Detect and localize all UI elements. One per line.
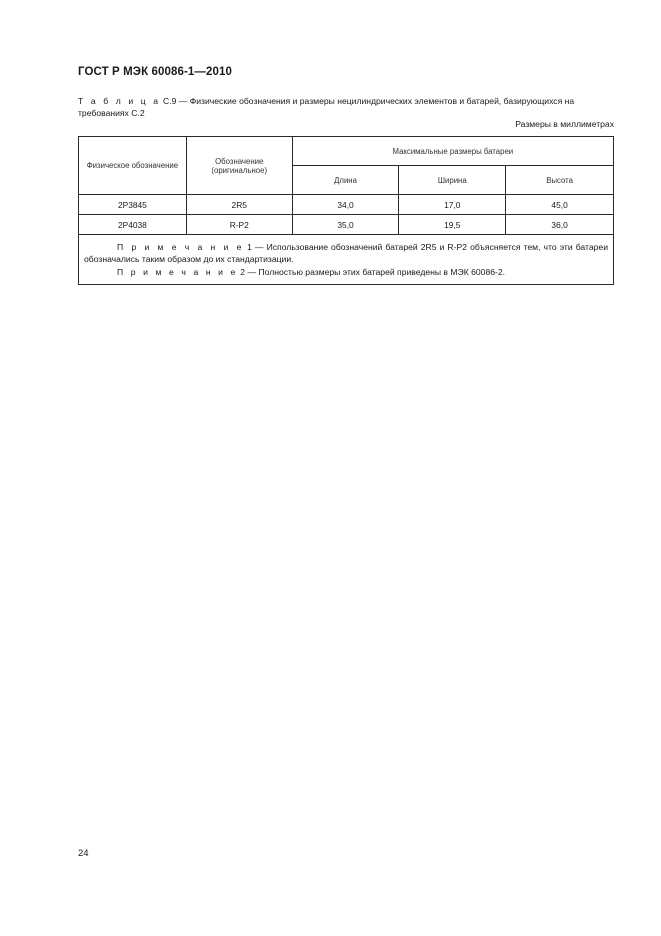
note-label: П р и м е ч а н и е	[117, 266, 238, 277]
header-physical-designation: Физическое обозначение	[79, 137, 187, 195]
document-header: ГОСТ Р МЭК 60086-1—2010	[78, 66, 232, 78]
caption-text: С.9 — Физические обозначения и размеры нецилиндрических элементов и батарей, базирующихся на требованиях С.2	[78, 96, 575, 118]
note-2	[84, 266, 608, 278]
header-original-designation: Обозначение (оригинальное)	[186, 137, 292, 195]
units-note: Размеры в миллиметрах	[515, 119, 614, 129]
header-length: Длина	[292, 166, 399, 195]
note-label: П р и м е ч а н и е	[117, 242, 245, 252]
table-caption	[78, 95, 614, 119]
cell-width: 19,5	[399, 215, 506, 235]
cell-width: 17,0	[399, 195, 506, 215]
cell-physical: 2P4038	[79, 215, 187, 235]
header-height: Высота	[506, 166, 614, 195]
cell-designation: R-P2	[186, 215, 292, 235]
cell-length: 34,0	[292, 195, 399, 215]
note-text: 1 — Использование обозначений батарей 2R5 и R-P2 объясняется тем, что эти батареи обозначались таким образом до их стандартизации.	[84, 242, 608, 265]
cell-length: 35,0	[292, 215, 399, 235]
note-1	[84, 241, 608, 266]
note-text: 2 — Полностью размеры этих батарей приведены в МЭК 60086-2.	[237, 266, 506, 277]
cell-designation: 2R5	[186, 195, 292, 215]
caption-label: Т а б л и ц а	[78, 96, 161, 106]
cell-physical: 2P3845	[79, 195, 187, 215]
header-max-dimensions: Максимальные размеры батареи	[292, 137, 613, 166]
header-width: Ширина	[399, 166, 506, 195]
dimensions-table	[78, 136, 614, 285]
table-row	[79, 195, 614, 215]
cell-height: 45,0	[506, 195, 614, 215]
table-notes	[79, 235, 614, 285]
table-row	[79, 215, 614, 235]
cell-height: 36,0	[506, 215, 614, 235]
page-number: 24	[78, 848, 89, 859]
